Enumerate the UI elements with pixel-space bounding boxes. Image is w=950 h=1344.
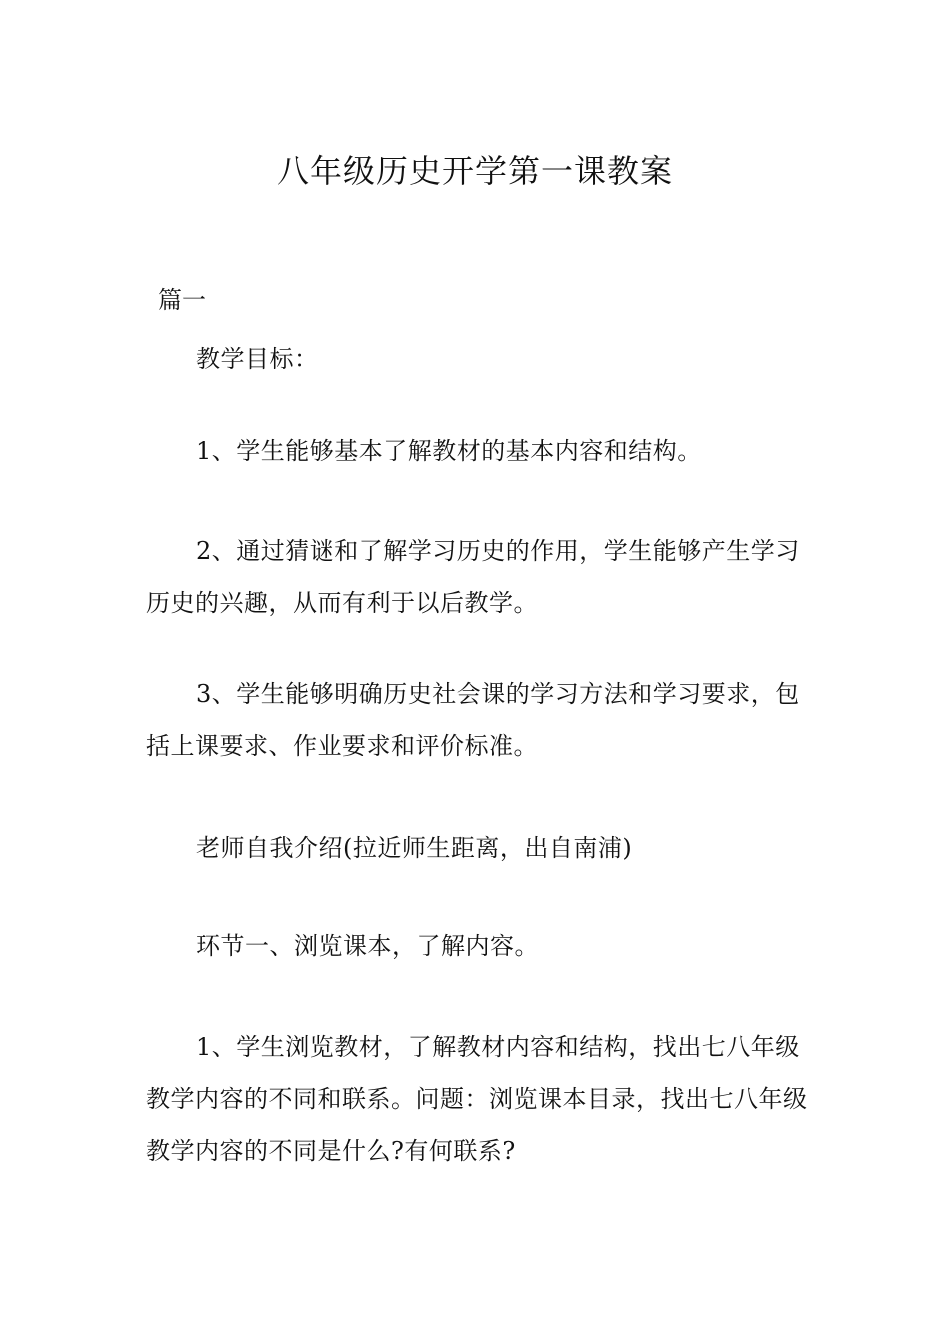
paragraph-goal-3: 3、学生能够明确历史社会课的学习方法和学习要求，包括上课要求、作业要求和评价标准。: [146, 680, 800, 760]
paragraph-teacher-intro: 老师自我介绍(拉近师生距离，出自南浦): [196, 834, 633, 862]
section-label: 篇一: [158, 286, 206, 314]
paragraph-goal-2: 2、通过猜谜和了解学习历史的作用，学生能够产生学习历史的兴趣，从而有利于以后教学。: [146, 537, 800, 617]
paragraph-teaching-goals-heading: 教学目标：: [196, 345, 319, 373]
paragraph-goal-1: 1、学生能够基本了解教材的基本内容和结构。: [196, 437, 702, 465]
paragraph-browse-textbook: 1、学生浏览教材，了解教材内容和结构，找出七八年级教学内容的不同和联系。问题：浏览课本目录，找出七八年级教学内容的不同是什么?有何联系?: [146, 1033, 808, 1165]
document-title: 八年级历史开学第一课教案: [276, 152, 673, 191]
paragraph-section-one-heading: 环节一、浏览课本，了解内容。: [196, 932, 539, 960]
